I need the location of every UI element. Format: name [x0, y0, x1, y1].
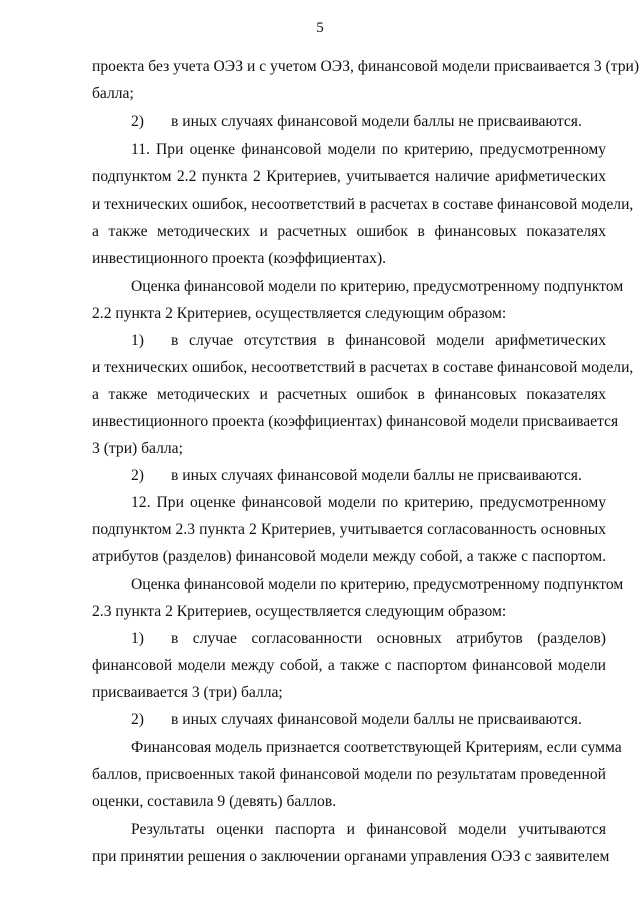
- list-item-text: в иных случаях финансовой модели баллы не присваиваются.: [171, 113, 582, 130]
- text-line: балла;: [92, 85, 134, 102]
- text-line: баллов, присвоенных такой финансовой модели по результатам проведенной: [92, 766, 606, 783]
- text-line: атрибутов (разделов) финансовой модели между собой, а также с паспортом.: [92, 548, 606, 565]
- text-line: проекта без учета ОЭЗ и с учетом ОЭЗ, финансовой модели присваивается 3 (три): [92, 58, 640, 75]
- text-line: инвестиционного проекта (коэффициентах) финансовой модели присваивается: [92, 413, 619, 430]
- list-item-text: в случае согласованности основных атрибутов (разделов): [171, 630, 606, 647]
- text-line: подпунктом 2.3 пункта 2 Критериев, учитывается согласованность основных: [92, 521, 606, 538]
- list-item: [131, 331, 606, 351]
- text-line: и технических ошибок, несоответствий в расчетах в составе финансовой модели,: [92, 196, 634, 213]
- list-number: 2): [131, 711, 144, 728]
- list-item: [131, 466, 606, 486]
- paragraph-first-line: Оценка финансовой модели по критерию, предусмотренному подпунктом: [131, 576, 624, 593]
- text-line: инвестиционного проекта (коэффициентах).: [92, 250, 387, 267]
- list-number: 1): [131, 630, 144, 647]
- text-line: 2.3 пункта 2 Критериев, осуществляется следующим образом:: [92, 603, 507, 620]
- text-line: финансовой модели между собой, а также с паспортом финансовой модели: [92, 657, 606, 674]
- list-item: [131, 629, 606, 649]
- list-item: [131, 710, 606, 730]
- text-line: а также методических и расчетных ошибок в финансовых показателях: [92, 223, 606, 240]
- list-item-text: в иных случаях финансовой модели баллы не присваиваются.: [171, 467, 582, 484]
- list-number: 2): [131, 113, 144, 130]
- paragraph-first-line: Результаты оценки паспорта и финансовой модели учитываются: [131, 821, 606, 838]
- text-line: и технических ошибок, несоответствий в расчетах в составе финансовой модели,: [92, 359, 634, 376]
- paragraph-first-line: Оценка финансовой модели по критерию, предусмотренному подпунктом: [131, 278, 624, 295]
- text-line: а также методических и расчетных ошибок в финансовых показателях: [92, 386, 606, 403]
- text-line: подпунктом 2.2 пункта 2 Критериев, учитывается наличие арифметических: [92, 168, 606, 185]
- page-number: 5: [316, 20, 324, 36]
- paragraph-first-line: 11. При оценке финансовой модели по критерию, предусмотренному: [131, 141, 606, 158]
- text-line: при принятии решения о заключении органами управления ОЭЗ с заявителем: [92, 848, 610, 865]
- list-number: 2): [131, 467, 144, 484]
- paragraph-first-line: 12. При оценке финансовой модели по критерию, предусмотренному: [131, 494, 606, 511]
- list-item-text: в иных случаях финансовой модели баллы не присваиваются.: [171, 711, 582, 728]
- text-line: 2.2 пункта 2 Критериев, осуществляется следующим образом:: [92, 305, 507, 322]
- text-line: присваивается 3 (три) балла;: [92, 684, 283, 701]
- text-line: 3 (три) балла;: [92, 440, 183, 457]
- text-line: оценки, составила 9 (девять) баллов.: [92, 793, 337, 810]
- list-item: [131, 112, 606, 132]
- list-item-text: в случае отсутствия в финансовой модели арифметических: [171, 332, 606, 349]
- paragraph-first-line: Финансовая модель признается соответствующей Критериям, если сумма: [131, 739, 622, 756]
- list-number: 1): [131, 332, 144, 349]
